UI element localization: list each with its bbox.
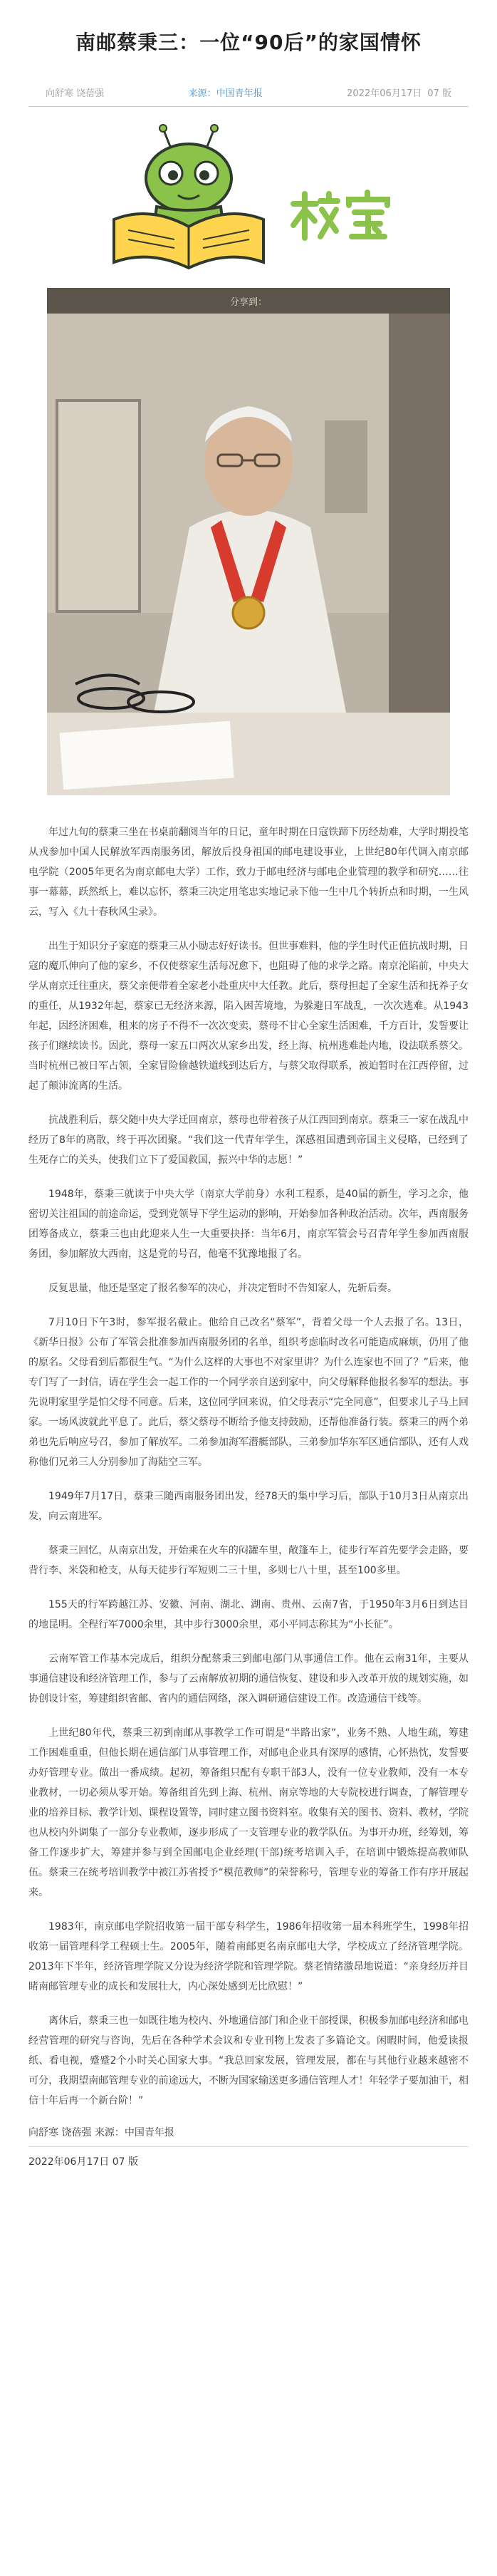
article-meta [46,86,451,99]
body-paragraph: 云南军管工作基本完成后，组织分配蔡秉三到邮电部门从事通信工作。他在云南31年，主要从事通信建设和经济管理工作，参与了云南解放初期的通信恢复、建设和步入改革开放的规划实施，如协创设计室，筹建组织省邮、省内的通信网络，深入调研通信建设工作。改造通信干线等。 [28,1653,469,1705]
portrait-photo [47,288,450,795]
footer-date: 2022年06月17日 07 版 [28,2156,138,2168]
body-paragraph: 上世纪80年代，蔡秉三初到南邮从事教学工作可谓是“半路出家”，业务不熟、人地生疏，筹建工作困难重重，但他长期在通信部门从事管理工作，对邮电企业具有深厚的感情，心怀热忱，发誓要办好管理专业。做出一番成绩。起初，筹备组只配有专职干部3人，没有一位专业教师，没有一本专业教材，一切必须从零开始。筹备组首先到上海、杭州、南京等地的大专院校进行调查，了解管理专业的培养目标、教学计划、课程设置等，同时建立图书资料室。收集有关的图书、资料、教材，学院也从校内外调集了一部分专业教师，逐步形成了一支管理专业的教学队伍。为事开办班，经筹划，筹备工作逐步扩大，筹建并参与到全国邮电企业经理(干部)统考培训入手，在培训中锻炼提高教师队伍。蔡秉三在统考培训教学中被江苏省授予“模范教师”的荣誉称号，管理专业的筹备工作有序开展起来。 [28,1727,469,1898]
logo-wordmark-icon [288,190,394,242]
mascot-book-icon [107,120,285,276]
body-paragraph: 1948年，蔡秉三就读于中央大学（南京大学前身）水利工程系，是40届的新生，学习之余，他密切关注祖国的前途命运，受到党领导下学生运动的影响，开始参加各种政治活动。次年，西南服务团筹备成立，蔡秉三也由此迎来人生一大重要抉择：当年6月，南京军管会号召青年学生参加西南服务团，参加解放大西南，这是党的号召，他毫不犹豫地报了名。 [28,1189,469,1260]
body-paragraph: 蔡秉三回忆，从南京出发，开始乘在火车的闷罐车里，敞篷车上，徒步行军首先要学会走路，要背行李、米袋和枪支，从每天徒步行军短则二三十里，多则七八十里，甚至100多里。 [28,1545,469,1576]
logo-banner [0,113,497,278]
logo-text [288,190,394,252]
article-body [28,822,469,2111]
publish-date: 2022年06月17日 [347,88,422,99]
body-paragraph: 抗战胜利后，蔡父随中央大学迁回南京，蔡母也带着孩子从江西回到南京。蔡秉三一家在战乱中经历了8年的离散，终于再次团聚。“我们这一代青年学生，深感祖国遭到帝国主义侵略，已经到了生死存亡的关头，使我们立下了爱国救国，振兴中华的志愿！” [28,1114,469,1166]
body-paragraph: 155天的行军跨越江苏、安徽、河南、湖北、湖南、贵州、云南7省，于1950年3月6日到达目的地昆明。全程行军7000余里，其中步行3000余里，邓小平同志称其为“小长征”。 [28,1599,469,1630]
body-paragraph: 反复思量，他还是坚定了报名参军的决心，并决定暂时不告知家人，先斩后奏。 [48,1283,397,1294]
share-label[interactable]: 分享到： [229,296,267,308]
header-divider [28,106,469,107]
source-link[interactable]: 来源：中国青年报 [188,88,263,99]
body-paragraph: 1949年7月17日，蔡秉三随西南服务团出发，经78天的集中学习后，部队于10月3日从南京出发，向云南进军。 [28,1491,469,1522]
author-line: 向舒寒 饶蓓强 [46,88,105,99]
date-page [347,86,451,99]
body-paragraph: 1983年，南京邮电学院招收第一届干部专科学生，1986年招收第一届本科班学生，1998年招收第一届管理科学工程硕士生。2005年，随着南邮更名南京邮电大学，学校成立了经济管理学院。2013年下半年，经济管理学院又分设为经济学院和管理学院。蔡老情绪激昂地说道：“亲身经历并目睹南邮管理专业的成长和发展壮大，内心深处感到无比欣慰！” [28,1921,469,1992]
page-number: 07 版 [427,88,451,99]
body-paragraph: 年过九旬的蔡秉三坐在书桌前翻阅当年的日记，童年时期在日寇铁蹄下历经劫难，大学时期投笔从戎参加中国人民解放军西南服务团，解放后投身祖国的邮电建设事业，上世纪80年代调入南京邮电学院（2005年更名为南京邮电大学）工作，致力于邮电经济与邮电企业管理的教学和研究……往事一幕幕，跃然纸上，难以忘怀，蔡秉三决定用笔忠实地记录下他一生中几个转折点和时期，一生风云，写入《九十春秋风尘录》。 [28,827,469,918]
body-paragraph: 出生于知识分子家庭的蔡秉三从小励志好好读书。但世事难料，他的学生时代正值抗战时期，日寇的魔爪伸向了他的家乡，不仅使蔡家生活每况愈下，也阻碍了他的求学之路。南京沦陷前，中央大学从南京迁往重庆，蔡父亲便带着全家老小赴重庆中大任教。此后，蔡母担起了全家生活和抚养子女的重任，从1932年起，蔡家已无经济来源，陷入困苦境地，为躲避日军战乱，一次次逃难。从1943年起，因经济困难，租来的房子不得不一次次变卖，蔡母不甘心全家生活困难，千方百计，发誓要让孩子们继续读书。因此，蔡母一家五口两次从家乡出发，经上海、杭州逃难赴内地，设法联系蔡父。当时杭州已被日军占领，全家冒险偷越铁道线到达后方，与蔡父取得联系，被迫暂时在江西停留，过起了颠沛流离的生活。 [28,941,469,1092]
footer-divider [28,2146,469,2147]
article-header [0,0,497,99]
footer-author: 向舒寒 饶蓓强 来源：中国青年报 [28,2127,174,2138]
body-paragraph: 离休后，蔡秉三也一如既往地为校内、外地通信部门和企业干部授课，积极参加邮电经济和邮电经营管理的研究与咨询，先后在各种学术会议和专业刊物上发表了多篇论文。闲暇时间，他爱读报纸、看电视，蹙蹙2个小时关心国家大事。“我总回家发展，管理发展，都在与其他行业越来越密不可分，我期望南邮管理专业的前途远大，不断为国家输送更多通信管理人才！年轻学子要加油干，相信十年后再一个新台阶！” [28,2015,469,2106]
share-bar[interactable] [47,288,450,314]
article-title: 南邮蔡秉三：一位“90后”的家国情怀 [75,31,422,54]
photo-image [47,314,450,795]
body-paragraph: 7月10日下午3时，参军报名截止。他给自己改名“蔡军”，背着父母一个人去报了名。13日，《新华日报》公布了军管会批准参加西南服务团的名单，组织考虑临时改名可能造成麻烦，仍用了他的原名。父母看到后都很生气。“为什么这样的大事也不对家里讲？为什么连家也不回了？”后来，他专门写了一封信，请在学生会一起工作的一个同学亲自送到家中，向父母解释他报名参军的想法。事先说明家里学是怕父母不同意。后来，这位同学回来说，伯父母表示“完全同意”，但要求儿子马上回家。一场风波就此平息了。此后，蔡父蔡母不断给予他支持鼓励，还帮他准备行装。蔡秉三的两个弟弟也先后响应号召，参加了解放军。二弟参加海军潜艇部队，三弟参加华东军区通信部队，还有人戏称他们兄弟三人分别参加了海陆空三军。 [28,1317,469,1468]
